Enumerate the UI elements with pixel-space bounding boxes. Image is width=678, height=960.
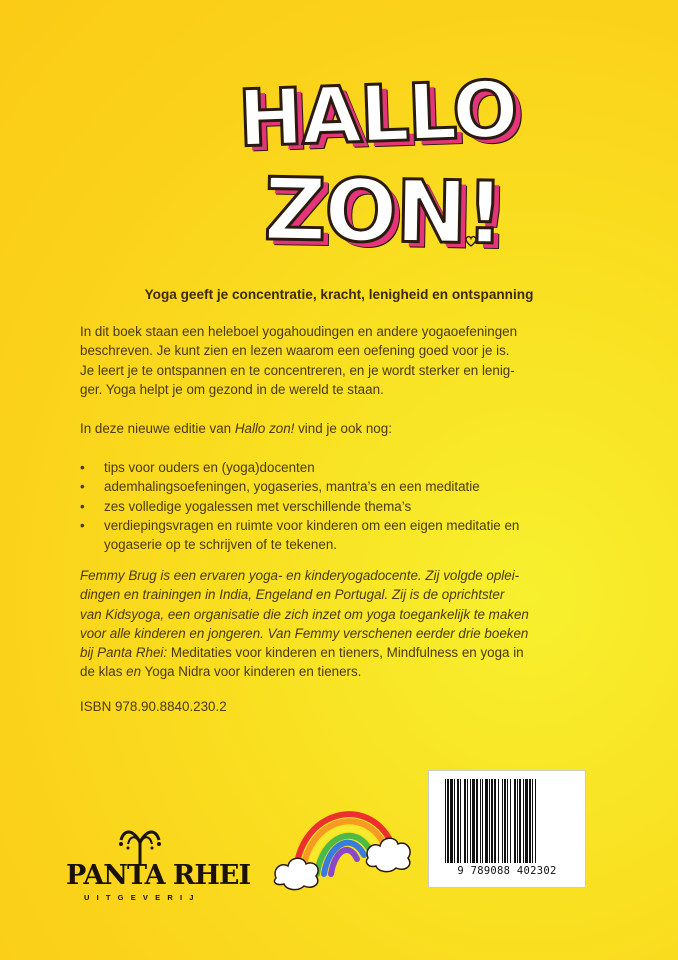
bio-line: dingen en trainingen in India, Engeland en Portugal. Zij is de oprichtster bbox=[80, 587, 505, 603]
intro-text-end: vind je ook nog: bbox=[294, 421, 392, 436]
barcode-bar bbox=[485, 779, 488, 863]
bio-text: bij Panta Rhei: bbox=[80, 645, 171, 661]
bio-line: van Kidsyoga, een organisatie die zich inzet om yoga toegankelijk te maken bbox=[80, 606, 529, 622]
barcode-bar bbox=[494, 779, 496, 863]
barcode-bar bbox=[457, 779, 459, 863]
barcode-bar bbox=[470, 779, 471, 863]
title-line-zon: ZON! bbox=[263, 159, 504, 265]
barcode-bar bbox=[510, 779, 511, 863]
barcode-bar bbox=[529, 779, 531, 863]
book-title-italic: Hallo zon! bbox=[234, 421, 295, 436]
bio-book-titles: Meditaties voor kinderen en tieners, Mindfulness en yoga in bbox=[170, 645, 524, 661]
barcode-bar bbox=[467, 779, 468, 863]
barcode-bar bbox=[491, 779, 493, 863]
barcode-bars bbox=[443, 779, 571, 865]
barcode-bar bbox=[460, 779, 461, 863]
bio-book-title-last: Yoga Nidra voor kinderen en tieners. bbox=[141, 664, 362, 680]
barcode-bar bbox=[514, 779, 516, 863]
list-item: • zes volledige yogalessen met verschillende thema’s bbox=[80, 497, 620, 516]
barcode-bar bbox=[504, 779, 506, 863]
barcode-bar bbox=[532, 779, 533, 863]
description-line: In dit boek staan een heleboel yogahoudingen en andere yogaoefeningen bbox=[80, 324, 518, 339]
barcode-bar bbox=[489, 779, 490, 863]
isbn: ISBN 978.90.8840.230.2 bbox=[80, 699, 227, 714]
barcode-bar bbox=[482, 779, 483, 863]
publisher-logo bbox=[62, 830, 251, 920]
barcode-bar bbox=[454, 779, 455, 863]
barcode-bar bbox=[476, 779, 478, 863]
intro-text: In deze nieuwe editie van bbox=[80, 421, 235, 436]
publisher-subtitle: UITGEVERIJ bbox=[84, 893, 201, 902]
list-item bbox=[80, 516, 620, 555]
tagline: Yoga geeft je concentratie, kracht, lenigheid en ontspanning bbox=[144, 287, 534, 302]
edition-intro bbox=[80, 419, 620, 438]
feature-list bbox=[80, 458, 620, 554]
barcode-bar bbox=[464, 779, 466, 863]
list-item-text: verdiepingsvragen en ruimte voor kinderen om een eigen meditatie en bbox=[104, 517, 520, 533]
barcode-bar bbox=[445, 779, 446, 863]
bio-book-titles-cont: de klas bbox=[80, 664, 127, 680]
bio-line bbox=[80, 662, 620, 681]
list-item: • tips voor ouders en (yoga)docenten bbox=[80, 458, 620, 477]
bio-line: voor alle kinderen en jongeren. Van Femmy verschenen eerder drie boeken bbox=[80, 625, 529, 641]
barcode-bar bbox=[535, 779, 536, 863]
description-line: beschreven. Je kunt zien en lezen waarom een oefening goed voor je is. bbox=[80, 343, 510, 359]
author-bio bbox=[80, 566, 620, 682]
barcode-number: 9 789088 402302 bbox=[457, 865, 557, 877]
barcode-bar bbox=[525, 779, 528, 863]
bio-conjunction: en bbox=[126, 664, 142, 680]
bio-line: Femmy Brug is een ervaren yoga- en kinderyogadocente. Zij volgde oplei- bbox=[80, 568, 520, 583]
heart-icon bbox=[464, 234, 478, 248]
barcode-bar bbox=[447, 779, 449, 863]
bio-line bbox=[80, 643, 620, 662]
description-paragraph bbox=[80, 322, 620, 399]
barcode-bar bbox=[517, 779, 518, 863]
publisher-name: PANTA RHEI bbox=[66, 860, 251, 891]
barcode-bar bbox=[472, 779, 475, 863]
barcode-bar bbox=[450, 779, 453, 863]
rainbow-icon bbox=[272, 782, 412, 892]
barcode-bar bbox=[498, 779, 499, 863]
barcode-bar bbox=[507, 779, 508, 863]
description-line: Je leert je te ontspannen en te concentreren, en je wordt sterker en lenig- bbox=[80, 362, 515, 378]
description-line: ger. Yoga helpt je om gezond in de wereld te staan. bbox=[80, 381, 384, 397]
list-item-text-cont: yogaserie op te schrijven of te tekenen. bbox=[104, 537, 337, 553]
barcode-bar bbox=[480, 779, 481, 863]
barcode bbox=[428, 770, 586, 888]
barcode-bar bbox=[519, 779, 521, 863]
list-item: • ademhalingsoefeningen, yogaseries, mantra’s en een meditatie bbox=[80, 477, 620, 496]
barcode-bar bbox=[523, 779, 524, 863]
title-line-hallo: HALLO bbox=[236, 65, 519, 165]
cover-title bbox=[228, 65, 519, 280]
barcode-bar bbox=[502, 779, 503, 863]
